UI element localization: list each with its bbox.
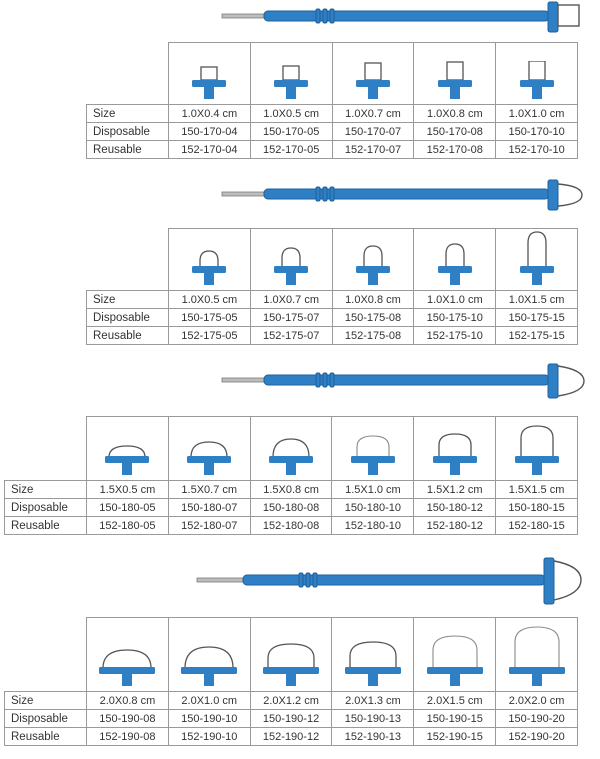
part-number-cell: 152-190-15 bbox=[414, 728, 496, 746]
size-row bbox=[87, 105, 578, 123]
part-number-cell: 150-170-10 bbox=[496, 123, 578, 141]
electrode-image bbox=[168, 417, 250, 481]
round-loop-electrode-icon bbox=[263, 433, 319, 477]
part-number-cell: 150-180-10 bbox=[332, 499, 414, 517]
part-number-cell: 150-175-10 bbox=[414, 309, 496, 327]
part-number-cell: 150-190-20 bbox=[496, 710, 578, 728]
row-label: Reusable bbox=[5, 517, 87, 535]
spec-table-3 bbox=[4, 416, 578, 535]
electrode-handle-round-loop bbox=[195, 556, 590, 606]
square-loop-electrode-icon bbox=[266, 61, 316, 101]
disposable-row bbox=[5, 710, 578, 728]
reusable-row bbox=[5, 517, 578, 535]
size-cell: 2.0X1.5 cm bbox=[414, 692, 496, 710]
electrode-handle-round-loop bbox=[220, 178, 590, 214]
electrode-image bbox=[332, 618, 414, 692]
row-label: Size bbox=[87, 291, 169, 309]
round-loop-electrode-icon bbox=[509, 425, 565, 477]
part-number-cell: 152-180-07 bbox=[168, 517, 250, 535]
size-cell: 1.0X0.5 cm bbox=[169, 291, 251, 309]
part-number-cell: 150-180-08 bbox=[250, 499, 332, 517]
part-number-cell: 152-180-08 bbox=[250, 517, 332, 535]
row-label: Disposable bbox=[87, 309, 169, 327]
size-cell: 1.0X0.4 cm bbox=[169, 105, 251, 123]
part-number-cell: 152-170-04 bbox=[169, 141, 251, 159]
electrode-handle-round-loop bbox=[220, 362, 590, 402]
size-cell: 2.0X2.0 cm bbox=[496, 692, 578, 710]
size-cell: 1.5X1.5 cm bbox=[496, 481, 578, 499]
round-loop-electrode-icon bbox=[505, 626, 569, 688]
part-number-cell: 152-180-15 bbox=[496, 517, 578, 535]
part-number-cell: 150-175-15 bbox=[496, 309, 578, 327]
size-cell: 1.0X1.0 cm bbox=[496, 105, 578, 123]
disposable-row bbox=[87, 309, 578, 327]
part-number-cell: 150-180-12 bbox=[414, 499, 496, 517]
size-cell: 1.0X0.8 cm bbox=[414, 105, 496, 123]
part-number-cell: 150-175-08 bbox=[332, 309, 414, 327]
round-loop-electrode-icon bbox=[177, 638, 241, 688]
size-cell: 2.0X1.2 cm bbox=[250, 692, 332, 710]
part-number-cell: 150-170-05 bbox=[250, 123, 332, 141]
part-number-cell: 152-180-12 bbox=[414, 517, 496, 535]
square-loop-electrode-icon bbox=[512, 61, 562, 101]
electrode-image bbox=[496, 43, 578, 105]
electrode-image bbox=[496, 618, 578, 692]
round-loop-electrode-icon bbox=[95, 638, 159, 688]
part-number-cell: 150-190-08 bbox=[87, 710, 169, 728]
row-label: Disposable bbox=[5, 499, 87, 517]
part-number-cell: 152-175-10 bbox=[414, 327, 496, 345]
part-number-cell: 152-180-05 bbox=[87, 517, 169, 535]
part-number-cell: 150-170-08 bbox=[414, 123, 496, 141]
part-number-cell: 152-190-08 bbox=[87, 728, 169, 746]
electrode-image bbox=[169, 43, 251, 105]
square-loop-electrode-icon bbox=[184, 61, 234, 101]
size-cell: 2.0X0.8 cm bbox=[87, 692, 169, 710]
disposable-row bbox=[87, 123, 578, 141]
electrode-image bbox=[414, 618, 496, 692]
part-number-cell: 152-190-20 bbox=[496, 728, 578, 746]
square-loop-electrode-icon bbox=[348, 61, 398, 101]
electrode-image bbox=[332, 43, 414, 105]
electrode-image bbox=[332, 417, 414, 481]
reusable-row bbox=[5, 728, 578, 746]
reusable-row bbox=[87, 141, 578, 159]
electrode-image bbox=[332, 229, 414, 291]
part-number-cell: 150-180-15 bbox=[496, 499, 578, 517]
electrode-image bbox=[169, 229, 251, 291]
round-loop-electrode-icon bbox=[184, 243, 234, 287]
row-label: Reusable bbox=[5, 728, 87, 746]
size-cell: 1.0X1.5 cm bbox=[496, 291, 578, 309]
reusable-row bbox=[87, 327, 578, 345]
electrode-image bbox=[87, 417, 169, 481]
size-cell: 1.5X0.8 cm bbox=[250, 481, 332, 499]
size-cell: 1.5X1.2 cm bbox=[414, 481, 496, 499]
electrode-image bbox=[414, 43, 496, 105]
row-label: Size bbox=[5, 481, 87, 499]
disposable-row bbox=[5, 499, 578, 517]
part-number-cell: 150-180-05 bbox=[87, 499, 169, 517]
electrode-image bbox=[250, 618, 332, 692]
row-label: Reusable bbox=[87, 327, 169, 345]
round-loop-electrode-icon bbox=[430, 243, 480, 287]
round-loop-electrode-icon bbox=[341, 638, 405, 688]
square-loop-electrode-icon bbox=[430, 61, 480, 101]
part-number-cell: 150-190-13 bbox=[332, 710, 414, 728]
round-loop-electrode-icon bbox=[345, 433, 401, 477]
part-number-cell: 152-170-05 bbox=[250, 141, 332, 159]
size-cell: 1.0X1.0 cm bbox=[414, 291, 496, 309]
part-number-cell: 152-175-07 bbox=[250, 327, 332, 345]
round-loop-electrode-icon bbox=[423, 634, 487, 688]
size-cell: 1.0X0.7 cm bbox=[250, 291, 332, 309]
part-number-cell: 152-175-08 bbox=[332, 327, 414, 345]
size-cell: 1.5X0.5 cm bbox=[87, 481, 169, 499]
row-label: Size bbox=[5, 692, 87, 710]
round-loop-electrode-icon bbox=[259, 638, 323, 688]
part-number-cell: 152-180-10 bbox=[332, 517, 414, 535]
part-number-cell: 150-170-07 bbox=[332, 123, 414, 141]
electrode-image bbox=[414, 417, 496, 481]
part-number-cell: 152-175-15 bbox=[496, 327, 578, 345]
row-label: Reusable bbox=[87, 141, 169, 159]
part-number-cell: 152-190-13 bbox=[332, 728, 414, 746]
part-number-cell: 152-190-12 bbox=[250, 728, 332, 746]
row-label: Disposable bbox=[87, 123, 169, 141]
round-loop-electrode-icon bbox=[348, 243, 398, 287]
part-number-cell: 152-175-05 bbox=[169, 327, 251, 345]
part-number-cell: 150-175-07 bbox=[250, 309, 332, 327]
part-number-cell: 150-190-12 bbox=[250, 710, 332, 728]
round-loop-electrode-icon bbox=[181, 433, 237, 477]
size-row bbox=[5, 692, 578, 710]
size-cell: 1.5X0.7 cm bbox=[168, 481, 250, 499]
round-loop-electrode-icon bbox=[266, 243, 316, 287]
part-number-cell: 152-190-10 bbox=[168, 728, 250, 746]
part-number-cell: 152-170-08 bbox=[414, 141, 496, 159]
spec-table-4 bbox=[4, 617, 578, 746]
electrode-image bbox=[496, 229, 578, 291]
round-loop-electrode-icon bbox=[99, 433, 155, 477]
part-number-cell: 152-170-07 bbox=[332, 141, 414, 159]
spec-table-1 bbox=[86, 42, 578, 159]
electrode-handle-square-loop bbox=[220, 0, 590, 36]
part-number-cell: 150-170-04 bbox=[169, 123, 251, 141]
row-label: Size bbox=[87, 105, 169, 123]
part-number-cell: 150-180-07 bbox=[168, 499, 250, 517]
size-cell: 2.0X1.3 cm bbox=[332, 692, 414, 710]
row-label: Disposable bbox=[5, 710, 87, 728]
electrode-image bbox=[87, 618, 169, 692]
size-cell: 1.5X1.0 cm bbox=[332, 481, 414, 499]
part-number-cell: 150-175-05 bbox=[169, 309, 251, 327]
electrode-image bbox=[250, 417, 332, 481]
electrode-image bbox=[496, 417, 578, 481]
electrode-image bbox=[168, 618, 250, 692]
size-row bbox=[87, 291, 578, 309]
size-cell: 1.0X0.8 cm bbox=[332, 291, 414, 309]
part-number-cell: 150-190-10 bbox=[168, 710, 250, 728]
electrode-image bbox=[250, 229, 332, 291]
size-cell: 1.0X0.5 cm bbox=[250, 105, 332, 123]
round-loop-electrode-icon bbox=[512, 231, 562, 287]
part-number-cell: 152-170-10 bbox=[496, 141, 578, 159]
size-cell: 1.0X0.7 cm bbox=[332, 105, 414, 123]
round-loop-electrode-icon bbox=[427, 433, 483, 477]
electrode-image bbox=[250, 43, 332, 105]
part-number-cell: 150-190-15 bbox=[414, 710, 496, 728]
electrode-image bbox=[414, 229, 496, 291]
size-row bbox=[5, 481, 578, 499]
size-cell: 2.0X1.0 cm bbox=[168, 692, 250, 710]
spec-table-2 bbox=[86, 228, 578, 345]
